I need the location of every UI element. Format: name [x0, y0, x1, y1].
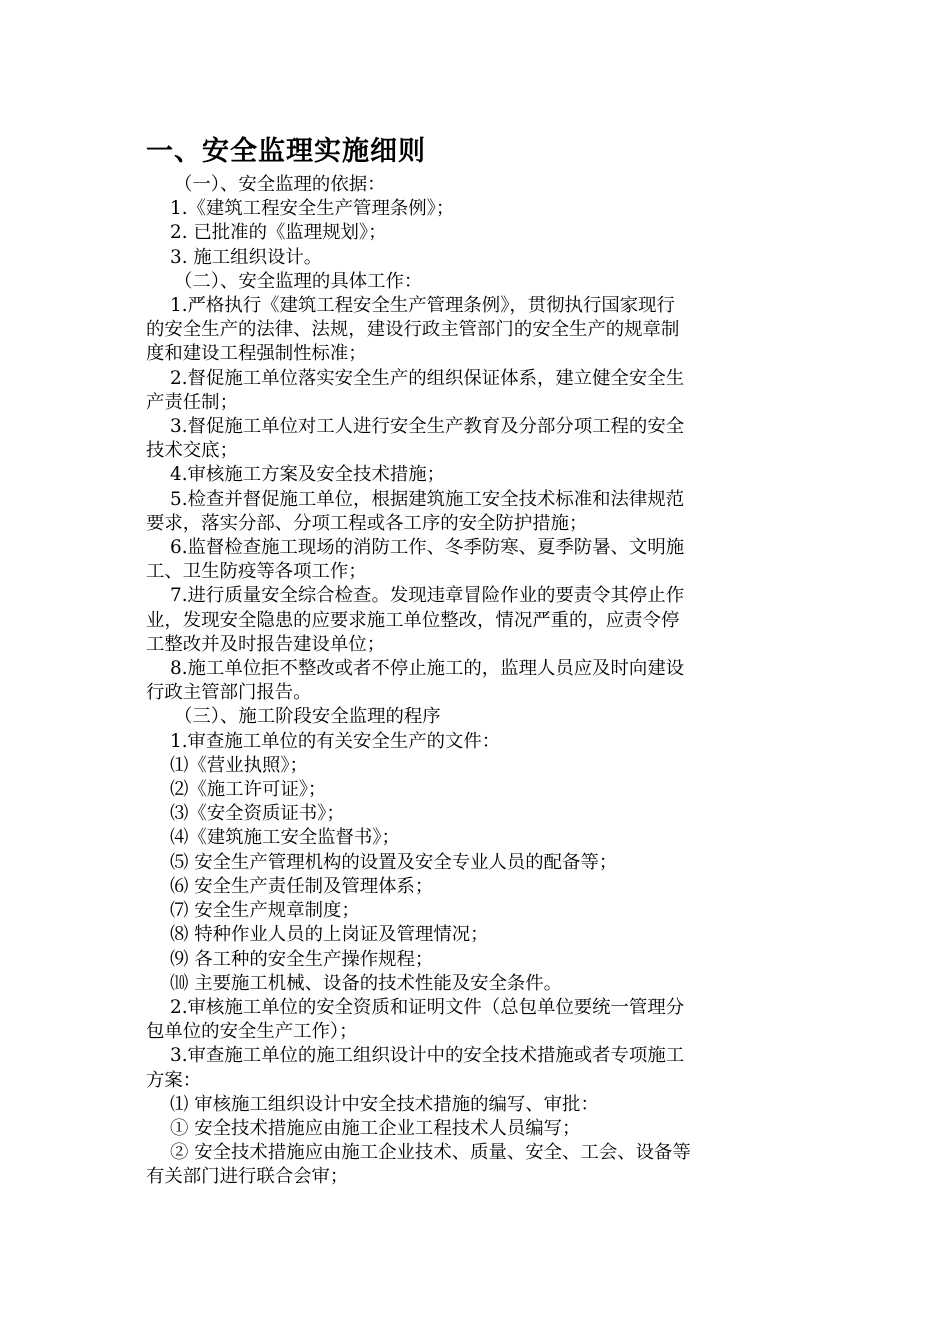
- paragraph: ⑴《营业执照》；: [170, 754, 308, 776]
- paragraph-continuation: 包单位的安全生产工作）；: [146, 1021, 358, 1043]
- paragraph: ⑸ 安全生产管理机构的设置及安全专业人员的配备等；: [170, 851, 618, 873]
- paragraph: 1.《建筑工程安全生产管理条例》；: [170, 198, 455, 220]
- paragraph: 8.施工单位拒不整改或者不停止施工的，监理人员应及时向建设: [170, 658, 685, 680]
- paragraph-continuation: 产责任制；: [146, 391, 238, 413]
- paragraph: 1.严格执行《建筑工程安全生产管理条例》，贯彻执行国家现行: [170, 295, 675, 317]
- paragraph-continuation: 工、卫生防疫等各项工作；: [146, 561, 367, 583]
- paragraph: ⑴ 审核施工组织设计中安全技术措施的编写、审批：: [170, 1093, 599, 1115]
- paragraph: ⑹ 安全生产责任制及管理体系；: [170, 875, 434, 897]
- paragraph: ⑷《建筑施工安全监督书》；: [170, 827, 400, 849]
- paragraph: ⑶《安全资质证书》；: [170, 803, 345, 825]
- paragraph: （二）、安全监理的具体工作：: [174, 270, 423, 292]
- paragraph: ⑼ 各工种的安全生产操作规程；: [170, 948, 434, 970]
- document-body: [146, 134, 806, 1190]
- paragraph: 5.检查并督促施工单位，根据建筑施工安全技术标准和法律规范: [170, 488, 685, 510]
- paragraph: （一）、安全监理的依据：: [174, 174, 386, 195]
- document-title: 一、安全监理实施细则: [146, 136, 426, 167]
- paragraph: 3.审查施工单位的施工组织设计中的安全技术措施或者专项施工: [170, 1045, 685, 1067]
- paragraph-list: [146, 173, 806, 1190]
- paragraph: 1.审查施工单位的有关安全生产的文件：: [170, 730, 501, 752]
- paragraph: （三）、施工阶段安全监理的程序: [174, 706, 441, 728]
- paragraph: ⑽ 主要施工机械、设备的技术性能及安全条件。: [170, 972, 563, 994]
- paragraph-continuation: 有关部门进行联合会审；: [146, 1166, 349, 1188]
- paragraph-continuation: 技术交底；: [146, 440, 238, 462]
- paragraph: 2. 已批准的《监理规划》；: [170, 222, 387, 244]
- paragraph: 2.审核施工单位的安全资质和证明文件（总包单位要统一管理分: [170, 996, 685, 1018]
- paragraph-continuation: 工整改并及时报告建设单位；: [146, 633, 386, 655]
- paragraph: 7.进行质量安全综合检查。发现违章冒险作业的要责令其停止作: [170, 585, 685, 607]
- paragraph-continuation: 度和建设工程强制性标准；: [146, 343, 367, 365]
- paragraph-continuation: 行政主管部门报告。: [146, 682, 312, 704]
- paragraph: ② 安全技术措施应由施工企业技术、质量、安全、工会、设备等: [170, 1142, 691, 1164]
- paragraph: 4.审核施工方案及安全技术措施；: [170, 464, 446, 486]
- paragraph-continuation: 业，发现安全隐患的应要求施工单位整改，情况严重的，应责令停: [146, 609, 680, 631]
- paragraph: ⑵《施工许可证》；: [170, 779, 327, 801]
- paragraph: ① 安全技术措施应由施工企业工程技术人员编写；: [170, 1117, 581, 1139]
- paragraph: ⑻ 特种作业人员的上岗证及管理情况；: [170, 924, 489, 946]
- paragraph-continuation: 要求，落实分部、分项工程或各工序的安全防护措施；: [146, 512, 588, 534]
- paragraph: 3. 施工组织设计。: [170, 246, 323, 268]
- paragraph-continuation: 方案：: [146, 1069, 202, 1091]
- paragraph: 3.督促施工单位对工人进行安全生产教育及分部分项工程的安全: [170, 416, 685, 438]
- paragraph: 2.督促施工单位落实安全生产的组织保证体系，建立健全安全生: [170, 367, 685, 389]
- paragraph: ⑺ 安全生产规章制度；: [170, 900, 360, 922]
- paragraph: 6.监督检查施工现场的消防工作、冬季防寒、夏季防暑、文明施: [170, 537, 685, 559]
- paragraph-continuation: 的安全生产的法律、法规，建设行政主管部门的安全生产的规章制: [146, 319, 680, 341]
